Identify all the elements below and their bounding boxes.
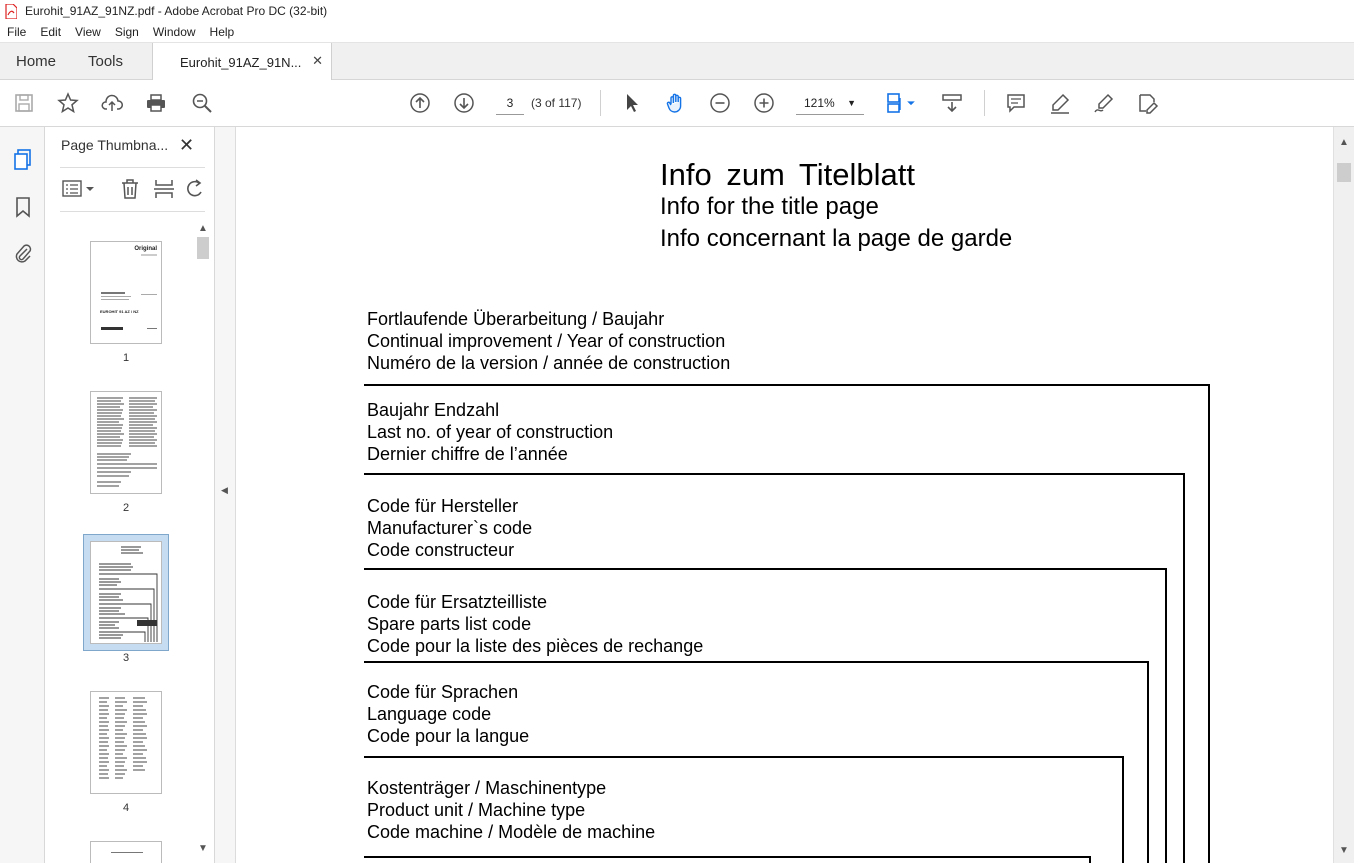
next-page-icon[interactable] bbox=[452, 91, 476, 115]
scroll-down-icon[interactable]: ▼ bbox=[1339, 845, 1349, 856]
document-scrollbar[interactable] bbox=[1333, 127, 1354, 863]
field-en: Last no. of year of construction bbox=[367, 422, 614, 442]
document-view[interactable] bbox=[236, 127, 1333, 863]
hand-tool-icon[interactable] bbox=[664, 91, 688, 115]
thumbnail-scrollbar[interactable] bbox=[195, 223, 210, 859]
field-fr: Code constructeur bbox=[367, 540, 515, 560]
scroll-up-icon[interactable]: ▲ bbox=[1339, 137, 1349, 148]
page-thumbnail-3[interactable] bbox=[90, 541, 162, 644]
thumbnail-label: 1 bbox=[122, 352, 130, 364]
field-block bbox=[367, 308, 730, 374]
field-block bbox=[367, 777, 655, 843]
menu-edit[interactable]: Edit bbox=[40, 25, 62, 39]
zoom-search-icon[interactable] bbox=[190, 91, 214, 115]
field-en: Product unit / Machine type bbox=[367, 800, 586, 820]
divider bbox=[60, 211, 205, 212]
leader-line bbox=[1183, 473, 1185, 863]
toolbar-divider bbox=[600, 90, 601, 116]
page-thumbnail-2[interactable] bbox=[90, 391, 162, 494]
menu-sign[interactable]: Sign bbox=[114, 25, 139, 39]
main-toolbar bbox=[0, 80, 1354, 127]
field-fr: Dernier chiffre de l’année bbox=[367, 444, 568, 464]
field-en: Manufacturer`s code bbox=[367, 518, 533, 538]
bookmark-icon[interactable] bbox=[11, 195, 35, 219]
field-fr: Numéro de la version / année de construction bbox=[367, 353, 731, 373]
field-de: Code für Hersteller bbox=[367, 496, 519, 516]
zoom-in-icon[interactable] bbox=[752, 91, 776, 115]
highlight-pen-icon[interactable] bbox=[1048, 91, 1072, 115]
leader-line bbox=[1147, 661, 1149, 863]
field-block bbox=[367, 399, 613, 465]
select-cursor-icon[interactable] bbox=[620, 91, 644, 115]
scrollbar-thumb[interactable] bbox=[197, 237, 209, 259]
menu-bar bbox=[0, 22, 1354, 43]
title-bar bbox=[0, 0, 1354, 22]
field-en: Continual improvement / Year of construction bbox=[367, 331, 726, 351]
options-menu-icon[interactable] bbox=[62, 179, 96, 204]
thumbnail-label: 2 bbox=[122, 502, 130, 514]
tab-document[interactable] bbox=[152, 43, 332, 81]
save-icon[interactable] bbox=[12, 91, 36, 115]
zoom-select[interactable] bbox=[796, 91, 864, 115]
tab-bar bbox=[0, 43, 1354, 80]
thumb-text: Original bbox=[134, 246, 157, 252]
acrobat-pdf-icon bbox=[5, 3, 19, 19]
page-count: (3 of 117) bbox=[531, 96, 582, 110]
collapse-left-icon[interactable]: ◀ bbox=[221, 485, 228, 495]
field-block bbox=[367, 681, 529, 747]
attachment-icon[interactable] bbox=[11, 241, 35, 265]
leader-line bbox=[364, 856, 1091, 858]
menu-file[interactable]: File bbox=[7, 25, 27, 39]
field-de: Kostenträger / Maschinentype bbox=[367, 778, 607, 798]
field-fr: Code pour la liste des pièces de rechange bbox=[367, 636, 704, 656]
toolbar-divider bbox=[984, 90, 985, 116]
leader-line bbox=[364, 661, 1149, 663]
page-heading: Info zum Titelblatt bbox=[660, 157, 915, 192]
rotate-icon[interactable] bbox=[187, 178, 205, 205]
close-tab-icon[interactable]: ✕ bbox=[312, 53, 323, 68]
field-en: Language code bbox=[367, 704, 492, 724]
thumb-text: EUROHIT 91 AZ / NZ bbox=[100, 309, 139, 314]
page-thumbnail-4[interactable] bbox=[90, 691, 162, 794]
tab-home[interactable]: Home bbox=[16, 53, 57, 70]
page-thumbnail-1[interactable] bbox=[90, 241, 162, 344]
leader-line bbox=[364, 384, 1210, 386]
page-thumbnail-5[interactable] bbox=[90, 841, 162, 863]
page-heading-fr: Info concernant la page de garde bbox=[660, 225, 1013, 252]
chevron-down-icon[interactable] bbox=[904, 91, 918, 115]
print-icon[interactable] bbox=[144, 91, 168, 115]
page-thumbnails-icon[interactable] bbox=[11, 147, 35, 171]
menu-window[interactable]: Window bbox=[152, 25, 196, 39]
page-heading-en: Info for the title page bbox=[660, 193, 879, 220]
window-title: Eurohit_91AZ_91NZ.pdf - Adobe Acrobat Pro DC (32-bit) bbox=[25, 4, 328, 18]
menu-help[interactable]: Help bbox=[209, 25, 235, 39]
tab-tools[interactable]: Tools bbox=[88, 53, 124, 70]
star-icon[interactable] bbox=[56, 91, 80, 115]
fill-sign-icon[interactable] bbox=[1136, 91, 1160, 115]
field-de: Code für Sprachen bbox=[367, 682, 519, 702]
panel-title: Page Thumbna... bbox=[61, 137, 169, 153]
leader-line bbox=[364, 568, 1167, 570]
field-de: Fortlaufende Überarbeitung / Baujahr bbox=[367, 309, 665, 329]
scroll-down-icon[interactable]: ▼ bbox=[198, 843, 208, 854]
menu-view[interactable]: View bbox=[75, 25, 101, 39]
field-de: Baujahr Endzahl bbox=[367, 400, 500, 420]
upload-cloud-icon[interactable] bbox=[100, 91, 124, 115]
leader-line bbox=[364, 473, 1185, 475]
field-de: Code für Ersatzteilliste bbox=[367, 592, 548, 612]
field-en: Spare parts list code bbox=[367, 614, 532, 634]
zoom-out-icon[interactable] bbox=[708, 91, 732, 115]
scroll-up-icon[interactable]: ▲ bbox=[198, 223, 208, 234]
field-fr: Code pour la langue bbox=[367, 726, 530, 746]
thumbnail-toolbar bbox=[60, 175, 205, 203]
collapse-panel-strip[interactable] bbox=[215, 127, 236, 863]
zoom-value: 121% bbox=[804, 96, 835, 110]
sign-pen-icon[interactable] bbox=[1092, 91, 1116, 115]
thumbnail-panel bbox=[45, 127, 215, 863]
extract-pages-icon[interactable] bbox=[153, 178, 175, 205]
divider bbox=[60, 167, 205, 168]
field-fr: Code machine / Modèle de machine bbox=[367, 822, 656, 842]
scrollbar-thumb[interactable] bbox=[1337, 163, 1351, 182]
leader-line bbox=[1122, 756, 1124, 863]
left-rail bbox=[0, 127, 45, 863]
leader-line bbox=[1208, 384, 1210, 863]
leader-line bbox=[364, 756, 1124, 758]
chevron-down-icon: ▼ bbox=[847, 98, 856, 108]
tab-document-label: Eurohit_91AZ_91N... bbox=[180, 54, 302, 70]
close-panel-icon[interactable]: ✕ bbox=[179, 135, 195, 155]
previous-page-icon[interactable] bbox=[408, 91, 432, 115]
field-block bbox=[367, 495, 532, 561]
leader-line bbox=[1165, 568, 1167, 863]
thumbnail-label: 3 bbox=[122, 652, 130, 664]
scroll-mode-icon[interactable] bbox=[940, 91, 964, 115]
comment-icon[interactable] bbox=[1004, 91, 1028, 115]
thumbnail-label: 4 bbox=[122, 802, 130, 814]
field-block bbox=[367, 591, 703, 657]
page-number-input[interactable]: 3 bbox=[496, 91, 524, 115]
leader-line bbox=[1089, 856, 1091, 863]
trash-icon[interactable] bbox=[120, 178, 140, 205]
